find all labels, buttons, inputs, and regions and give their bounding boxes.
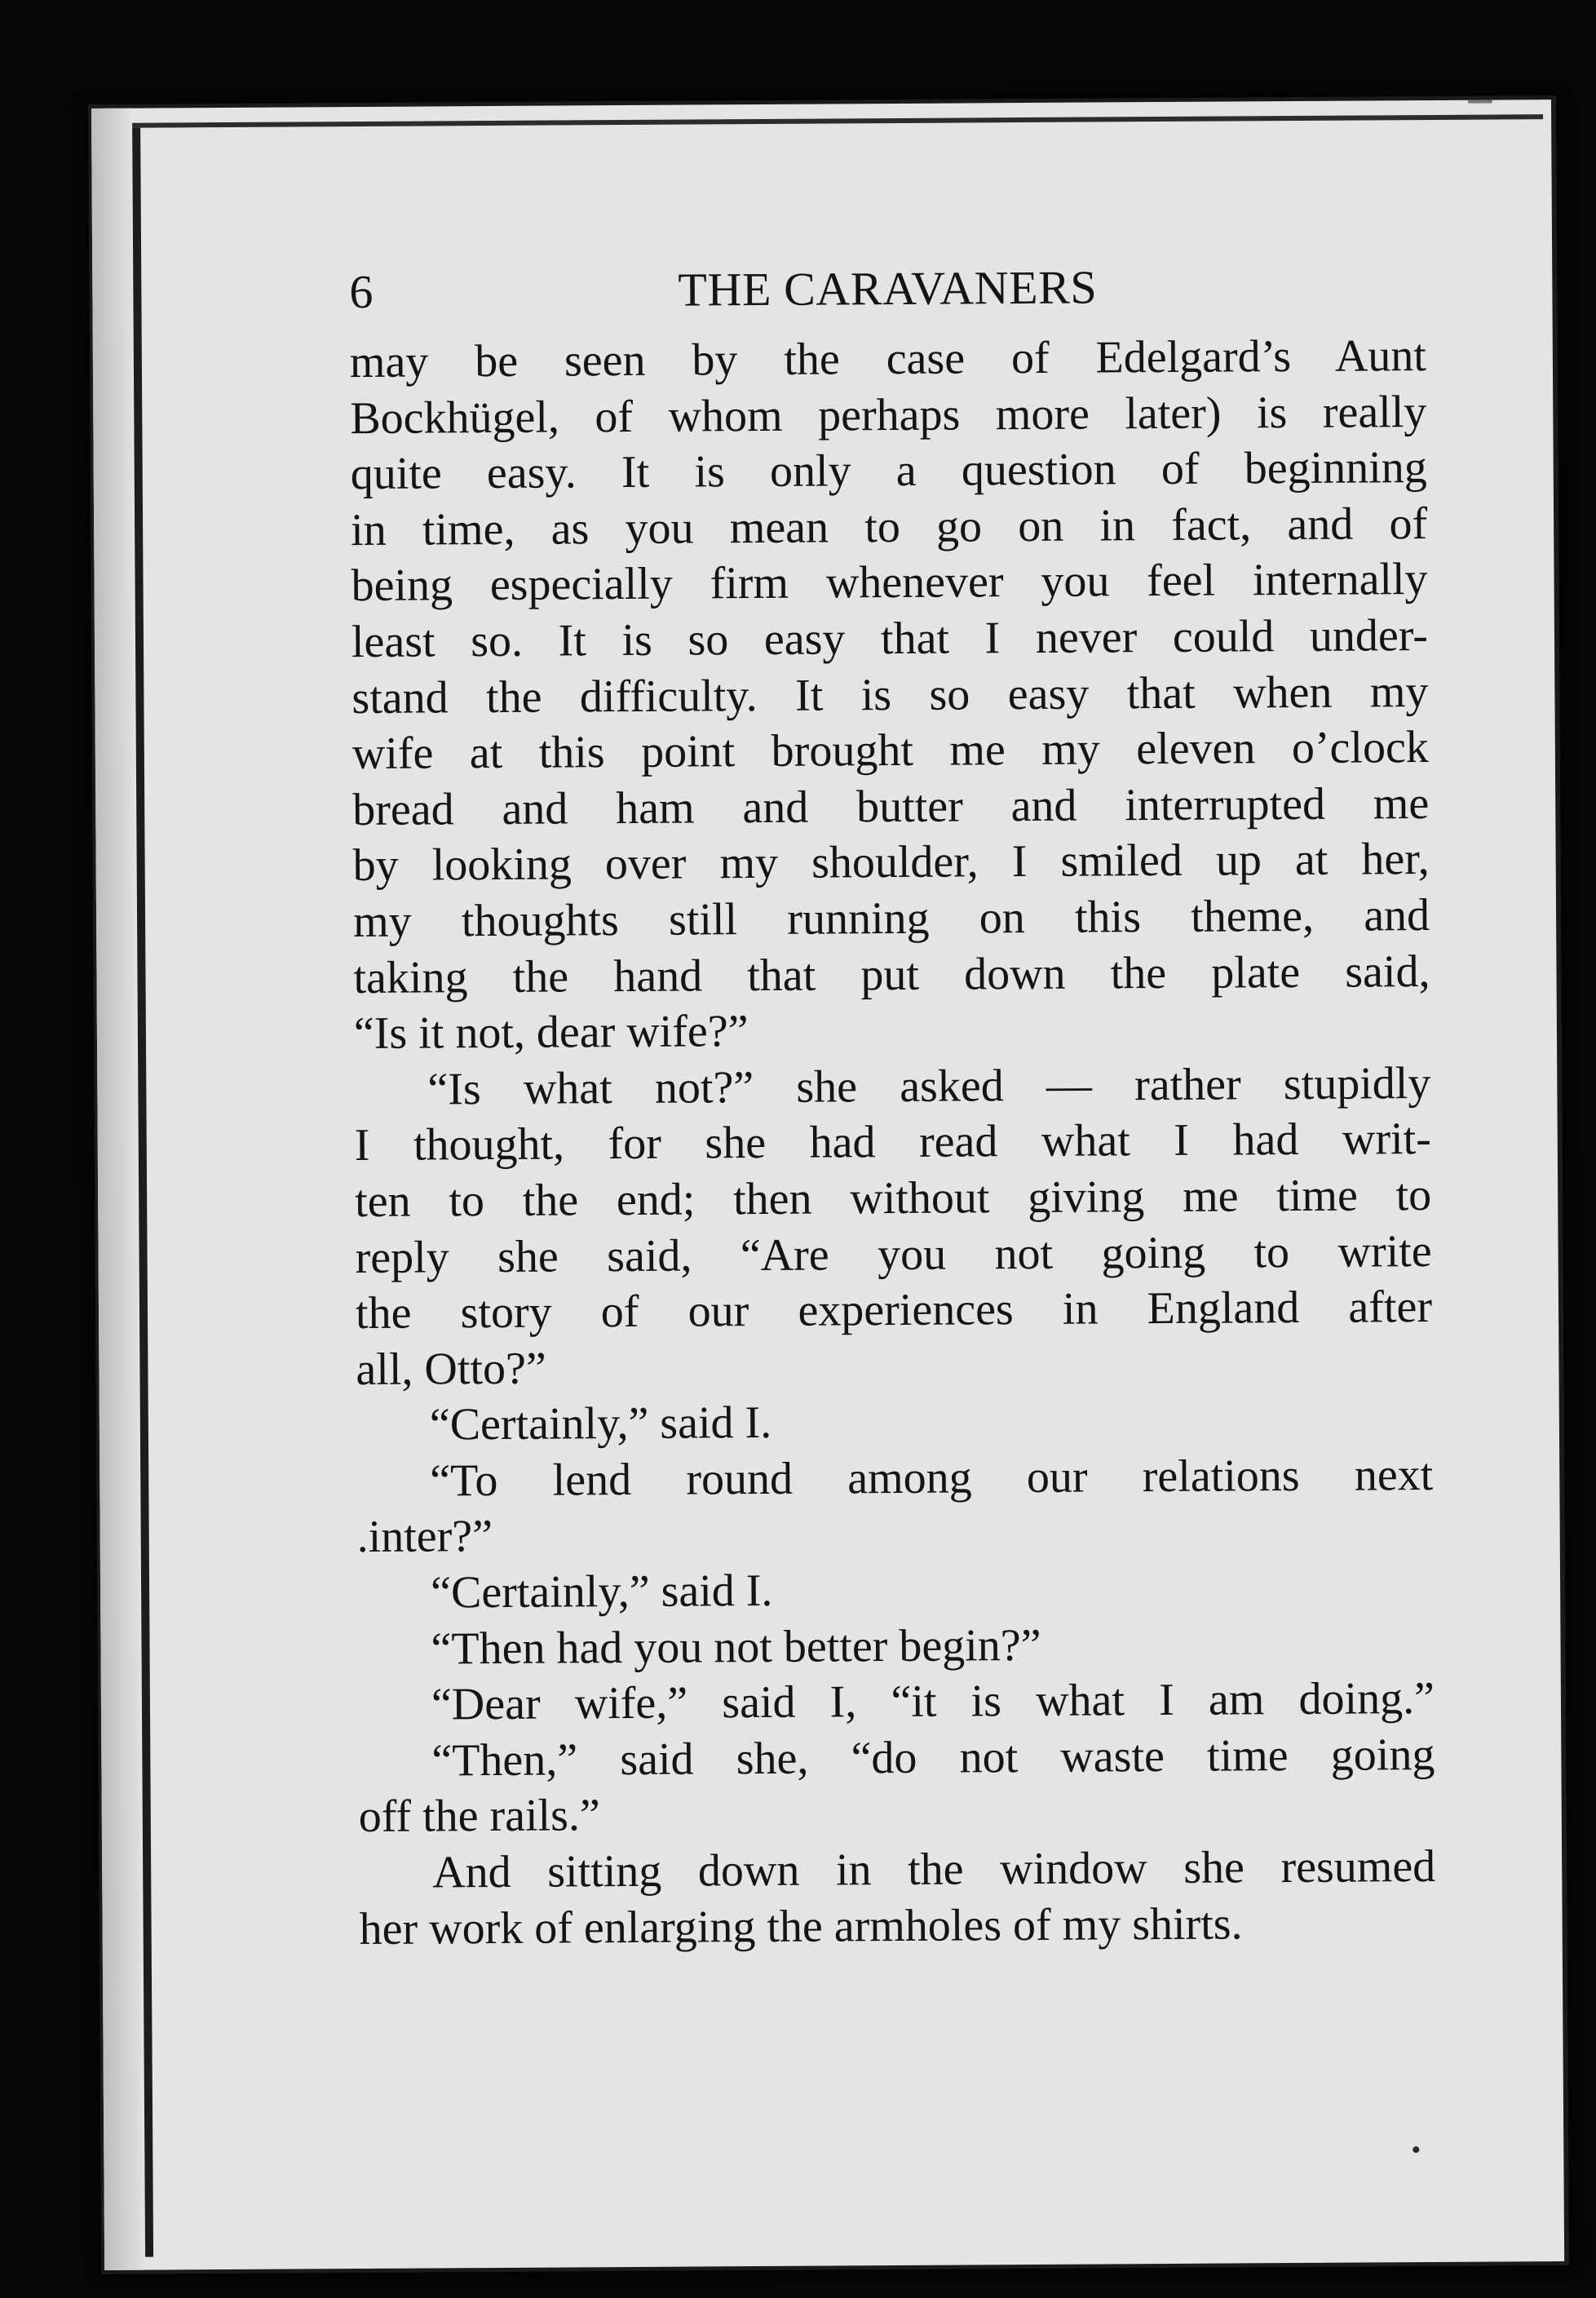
body-text (350, 328, 1436, 1957)
page-number: 6 (349, 264, 374, 319)
text-line: ten to the end; then without giving me time to (355, 1169, 1432, 1227)
text-line: stand the difficulty. It is so easy that when my (351, 666, 1429, 724)
paper-speck (1468, 100, 1492, 104)
text-line: “Certainly,” said I. (430, 1565, 773, 1618)
page-top-edge (132, 114, 1543, 128)
text-line: all, Otto?” (356, 1343, 546, 1395)
text-line: “Certainly,” said I. (429, 1397, 772, 1450)
text-line: bread and ham and butter and interrupted me (352, 777, 1430, 835)
page-content (349, 251, 1436, 1957)
text-line: And sitting down in the window she resumed (432, 1841, 1436, 1898)
text-line: “To lend round among our relations next (430, 1449, 1434, 1507)
running-title: THE CARAVANERS (678, 260, 1098, 317)
text-line: by looking over my shoulder, I smiled up at her, (352, 834, 1430, 892)
text-line: being especially firm whenever you feel internally (351, 554, 1428, 612)
text-line: taking the hand that put down the plate said, (353, 945, 1430, 1003)
text-line: her work of enlarging the armholes of my shirts. (359, 1898, 1243, 1955)
text-line: wife at this point brought me my eleven o’clock (351, 722, 1430, 780)
text-line: “Then had you not better begin?” (431, 1619, 1041, 1675)
book-page (91, 100, 1564, 2270)
text-line: “Is what not?” she asked — rather stupidly (427, 1057, 1431, 1115)
text-line: “Is it not, dear wife?” (353, 1006, 749, 1060)
text-line: least so. It is so easy that I never could under- (351, 609, 1429, 668)
text-line: “Then,” said she, “do not waste time going (431, 1729, 1435, 1787)
paper-speck (1413, 2146, 1419, 2153)
running-head (349, 251, 1426, 326)
text-line: off the rails.” (358, 1790, 600, 1843)
text-line: may be seen by the case of Edelgard’s Aunt (349, 330, 1427, 388)
text-line: .inter?” (356, 1511, 493, 1563)
text-line: I thought, for she had read what I had writ- (354, 1114, 1431, 1171)
text-line: the story of our experiences in England after (355, 1282, 1433, 1339)
text-line: reply she said, “Are you not going to write (355, 1225, 1432, 1283)
text-line: Bockhügel, of whom perhaps more later) is really (350, 386, 1427, 444)
text-line: in time, as you mean to go on in fact, and of (350, 498, 1428, 556)
text-line: quite easy. It is only a question of beginning (350, 442, 1427, 500)
text-line: “Dear wife,” said I, “it is what I am doing.” (431, 1673, 1435, 1730)
text-line: my thoughts still running on this theme, and (352, 889, 1430, 947)
